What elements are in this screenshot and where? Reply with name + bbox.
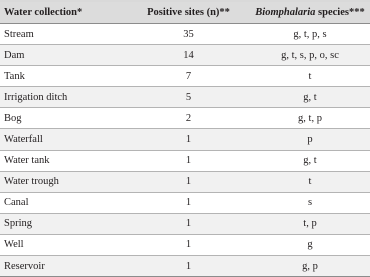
cell-positive: 1: [127, 256, 250, 277]
cell-species: s: [250, 192, 370, 213]
table-row: [0, 192, 370, 213]
table-header: [0, 2, 370, 24]
table-row: [0, 234, 370, 255]
water-collection-table: [0, 2, 370, 277]
cell-positive: 1: [127, 234, 250, 255]
cell-positive: 1: [127, 171, 250, 192]
cell-collection: Canal: [0, 192, 127, 213]
cell-positive: 1: [127, 192, 250, 213]
cell-species: g, t: [250, 87, 370, 108]
header-species-genus: Biomphalaria: [255, 7, 316, 18]
header-biomphalaria-species: [250, 2, 370, 24]
table-row: [0, 24, 370, 45]
cell-positive: 1: [127, 213, 250, 234]
cell-collection: Well: [0, 234, 127, 255]
cell-species: t, p: [250, 213, 370, 234]
cell-species: g, t, s, p, o, sc: [250, 45, 370, 66]
cell-collection: Tank: [0, 66, 127, 87]
table-row: [0, 213, 370, 234]
cell-collection: Irrigation ditch: [0, 87, 127, 108]
cell-positive: 7: [127, 66, 250, 87]
table-row: [0, 150, 370, 171]
table-row: [0, 45, 370, 66]
cell-positive: 35: [127, 24, 250, 45]
cell-species: g: [250, 234, 370, 255]
cell-positive: 2: [127, 108, 250, 129]
cell-species: g, t, p: [250, 108, 370, 129]
cell-collection: Bog: [0, 108, 127, 129]
cell-species: g, t, p, s: [250, 24, 370, 45]
cell-collection: Reservoir: [0, 256, 127, 277]
cell-species: t: [250, 66, 370, 87]
cell-positive: 14: [127, 45, 250, 66]
cell-species: g, p: [250, 256, 370, 277]
header-row: [0, 2, 370, 24]
cell-collection: Spring: [0, 213, 127, 234]
table-row: [0, 171, 370, 192]
cell-collection: Water trough: [0, 171, 127, 192]
cell-collection: Dam: [0, 45, 127, 66]
header-positive-sites: Positive sites (n)**: [127, 2, 250, 24]
header-species-suffix: species***: [315, 7, 365, 18]
cell-positive: 5: [127, 87, 250, 108]
cell-positive: 1: [127, 150, 250, 171]
cell-positive: 1: [127, 129, 250, 150]
table-row: [0, 129, 370, 150]
table-row: [0, 87, 370, 108]
cell-species: t: [250, 171, 370, 192]
cell-collection: Stream: [0, 24, 127, 45]
table-row: [0, 108, 370, 129]
cell-species: p: [250, 129, 370, 150]
cell-species: g, t: [250, 150, 370, 171]
table-row: [0, 66, 370, 87]
table-body: [0, 24, 370, 277]
cell-collection: Water tank: [0, 150, 127, 171]
cell-collection: Waterfall: [0, 129, 127, 150]
table-row: [0, 256, 370, 277]
header-water-collection: Water collection*: [0, 2, 127, 24]
